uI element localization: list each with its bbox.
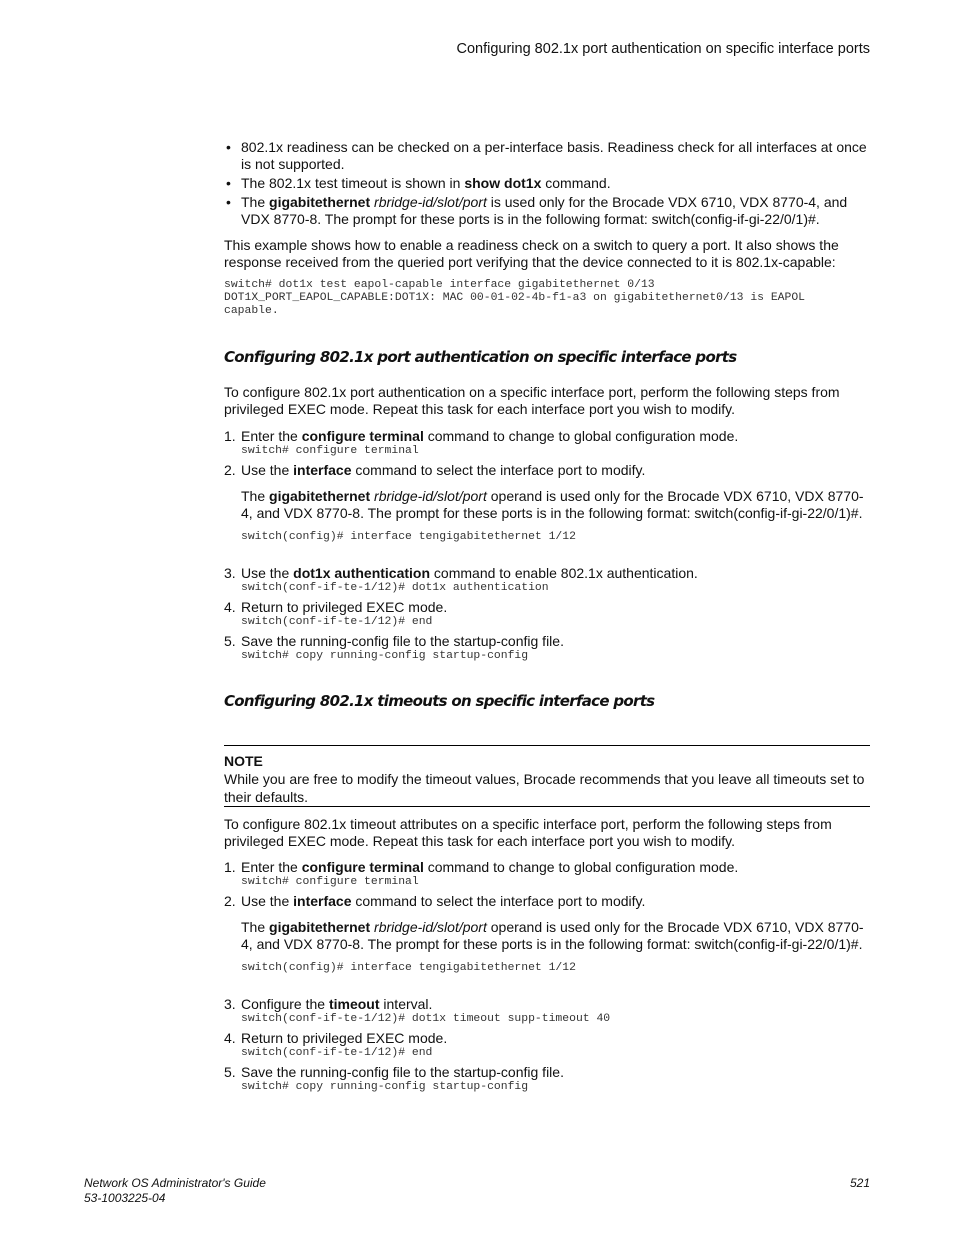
example-code-block: switch# dot1x test eapol-capable interface gigabitethernet 0/13 DOT1X_PORT_EAPOL_CAPABLE:DOT1X: MAC 00-01-02-4b-f1-a3 on gigabitethernet0/13 is EAPOL capable. <box>224 279 806 317</box>
step-item: 5. Save the running-config file to the startup-config file. switch# copy running-config startup-config <box>224 633 870 663</box>
step-item: 1. Enter the configure terminal command to change to global configuration mode. switch# configure terminal <box>224 428 870 458</box>
code-line: switch(conf-if-te-1/12)# dot1x authentication <box>241 582 549 594</box>
code-line: switch# copy running-config startup-config <box>241 650 529 662</box>
note-text: While you are free to modify the timeout values, Brocade recommends that you leave all timeouts set to their defaults. <box>224 771 865 805</box>
step-item: 2. Use the interface command to select the interface port to modify. The gigabitethernet rbridge-id/slot/port operand is used only for the Brocade VDX 6710, VDX 8770-4, and VDX 8770-8. The prompt for these ports is in the following format: switch(config-if-gi-22/0/1)#. switch(config)# interface tengigabitethernet 1/12 <box>224 462 870 544</box>
list-item: • The 802.1x test timeout is shown in show dot1x command. <box>224 175 870 192</box>
section-heading: Configuring 802.1x timeouts on specific interface ports <box>224 692 655 710</box>
code-line: switch(config)# interface tengigabitethernet 1/12 <box>241 962 576 974</box>
running-header: Configuring 802.1x port authentication on specific interface ports <box>456 41 870 57</box>
section-intro: To configure 802.1x timeout attributes on a specific interface port, perform the following steps from privileged EXEC mode. Repeat this task for each interface port you wish to modify. <box>224 816 832 849</box>
footer-doc-number: 53-1003225-04 <box>84 1191 166 1205</box>
step-item: 2. Use the interface command to select the interface port to modify. The gigabitethernet rbridge-id/slot/port operand is used only for the Brocade VDX 6710, VDX 8770-4, and VDX 8770-8. The prompt for these ports is in the following format: switch(config-if-gi-22/0/1)#. switch(config)# interface tengigabitethernet 1/12 <box>224 893 870 975</box>
step-item: 1. Enter the configure terminal command to change to global configuration mode. switch# configure terminal <box>224 859 870 889</box>
step-item: 4. Return to privileged EXEC mode. switch(conf-if-te-1/12)# end <box>224 599 870 629</box>
step-note: The gigabitethernet rbridge-id/slot/port operand is used only for the Brocade VDX 6710, VDX 8770-4, and VDX 8770-8. The prompt for these ports is in the following format: switch(config-if-gi-22/0/1)#. <box>241 488 864 521</box>
code-line: switch(conf-if-te-1/12)# end <box>241 1047 433 1059</box>
example-description: This example shows how to enable a readiness check on a switch to query a port. It also shows the response received from the queried port verifying that the device connected to it is 802.1x-capable: <box>224 237 839 270</box>
section-heading: Configuring 802.1x port authentication on specific interface ports <box>224 348 737 366</box>
page-number: 521 <box>849 1176 870 1190</box>
step-item: 3. Use the dot1x authentication command to enable 802.1x authentication. switch(conf-if-te-1/12)# dot1x authentication <box>224 565 870 595</box>
note-bottom-rule <box>224 806 870 807</box>
note-top-rule <box>224 745 870 746</box>
note-label: NOTE <box>224 753 263 769</box>
step-note: The gigabitethernet rbridge-id/slot/port operand is used only for the Brocade VDX 6710, VDX 8770-4, and VDX 8770-8. The prompt for these ports is in the following format: switch(config-if-gi-22/0/1)#. <box>241 919 864 952</box>
step-item: 4. Return to privileged EXEC mode. switch(conf-if-te-1/12)# end <box>224 1030 870 1060</box>
intro-bullet-list <box>224 139 870 228</box>
list-item: • 802.1x readiness can be checked on a per-interface basis. Readiness check for all interfaces at once is not supported. <box>224 139 870 173</box>
code-line: switch# copy running-config startup-config <box>241 1081 529 1093</box>
code-line: switch(conf-if-te-1/12)# end <box>241 616 433 628</box>
code-line: switch(config)# interface tengigabitethernet 1/12 <box>241 531 576 543</box>
code-line: switch(conf-if-te-1/12)# dot1x timeout supp-timeout 40 <box>241 1013 611 1025</box>
footer-guide-title: Network OS Administrator's Guide <box>84 1176 266 1190</box>
list-item: • The gigabitethernet rbridge-id/slot/port is used only for the Brocade VDX 6710, VDX 8770-4, and VDX 8770-8. The prompt for these ports is in the following format: switch(config-if-gi-22/0/1)#. <box>224 194 870 228</box>
code-line: switch# configure terminal <box>241 445 419 457</box>
step-item: 3. Configure the timeout interval. switch(conf-if-te-1/12)# dot1x timeout supp-timeout 40 <box>224 996 870 1026</box>
code-line: switch# configure terminal <box>241 876 419 888</box>
step-item: 5. Save the running-config file to the startup-config file. switch# copy running-config startup-config <box>224 1064 870 1094</box>
section-intro: To configure 802.1x port authentication on a specific interface port, perform the following steps from privileged EXEC mode. Repeat this task for each interface port you wish to modify. <box>224 384 840 417</box>
